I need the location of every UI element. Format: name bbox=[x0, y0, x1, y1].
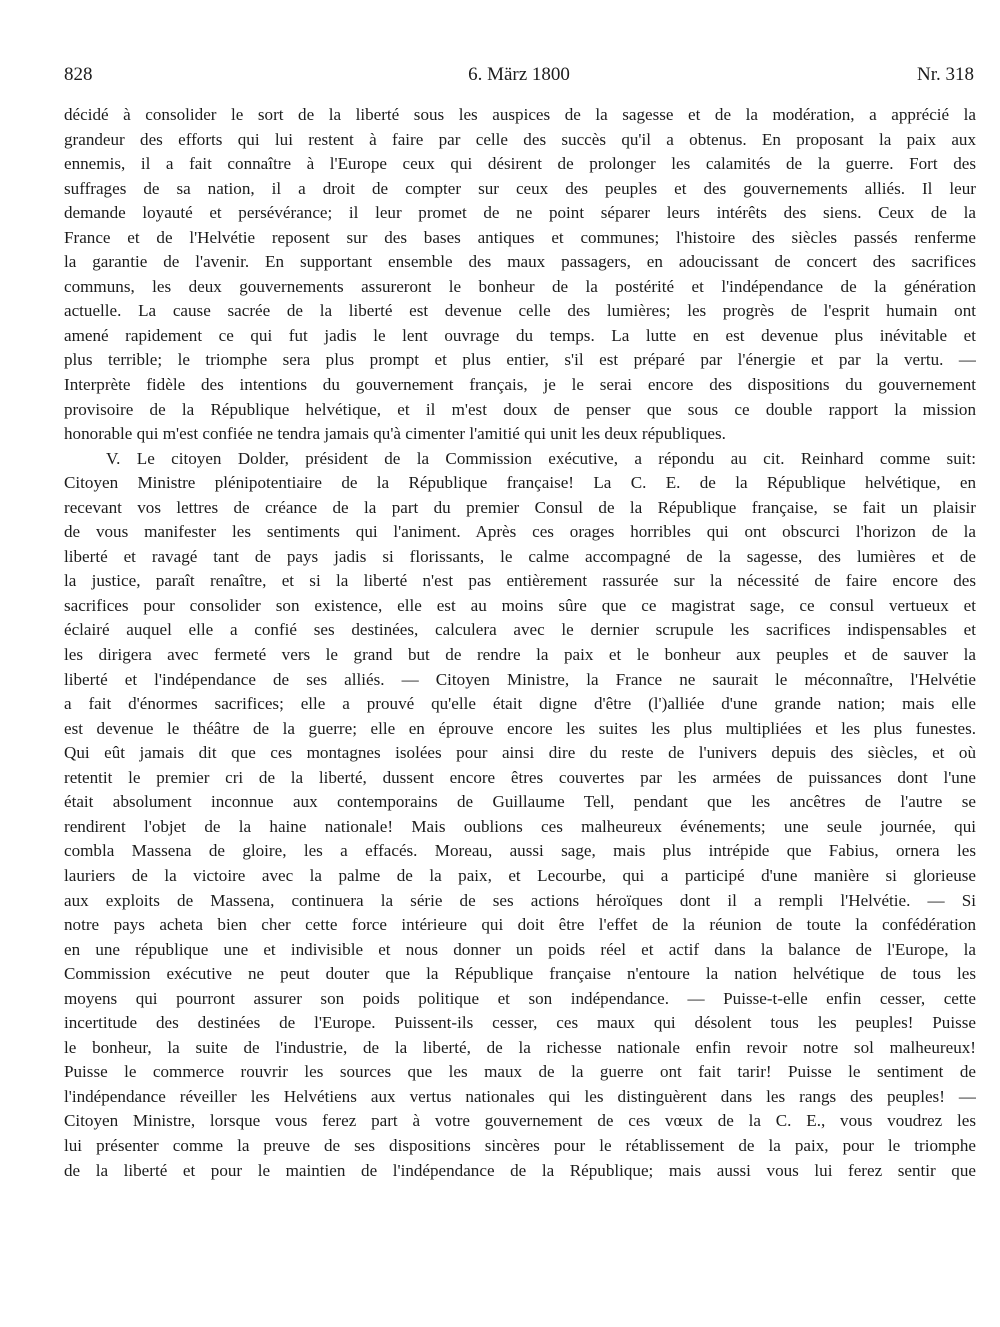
page-number: 828 bbox=[64, 64, 93, 85]
text-line: en une république une et indivisible et nous donner un poids réel et actif dans la balance de l'Europe, la bbox=[64, 939, 976, 959]
text-line: Citoyen Ministre plénipotentiaire de la République française! La C. E. de la République helvétique, en bbox=[64, 473, 976, 493]
text-line: plus terrible; le triomphe sera plus prompt et plus entier, s'il est préparé par l'énergie et par la vertu. — bbox=[64, 350, 976, 370]
text-line: notre pays acheta bien cher cette force intérieure qui doit être l'effet de la réunion de toute la confédération bbox=[64, 915, 976, 935]
text-line: lui présenter comme la preuve de ses dispositions sincères pour le rétablissement de la paix, pour le triomphe bbox=[64, 1135, 976, 1155]
text-line: a fait d'énormes sacrifices; elle a prouvé qu'elle était digne d'être (l')alliée d'une grande nation; mais elle bbox=[64, 694, 976, 714]
text-line: amené rapidement ce qui fut jadis le lent ouvrage du temps. La lutte en est devenue plus inévitable et bbox=[64, 325, 976, 345]
text-line: décidé à consolider le sort de la liberté sous les auspices de la sagesse et de la modération, a apprécié la bbox=[64, 105, 976, 124]
text-line: Qui eût jamais dit que ces montagnes isolées pour ainsi dire du reste de l'univers depuis des siècles, et où bbox=[64, 743, 976, 763]
text-line: était absolument inconnue aux contemporains de Guillaume Tell, pendant que les ancêtres de l'autre se bbox=[64, 792, 976, 812]
text-line: Puisse le commerce rouvrir les sources que les maux de la guerre ont fait tarir! Puisse le sentiment de bbox=[64, 1062, 976, 1082]
text-line: rendirent l'objet de la haine nationale! Mais oublions ces malheureux événements; une seule journée, qui bbox=[64, 816, 976, 836]
header-date: 6. März 1800 bbox=[468, 64, 570, 85]
text-line: la justice, paraît renaître, et si la liberté n'est pas entièrement rassurée sur la nécessité de faire encore des bbox=[64, 571, 976, 591]
text-line: l'indépendance réveiller les Helvétiens aux vertus nationales qui les distinguèrent dans les rangs des peuples! — bbox=[64, 1086, 976, 1106]
text-line: honorable qui m'est confiée ne tendra jamais qu'à cimenter l'amitié qui unit les deux républiques. bbox=[64, 424, 726, 444]
text-line: grandeur des efforts qui lui restent à faire par celle des succès qu'il a obtenus. En proposant la paix aux bbox=[64, 129, 976, 149]
text-line: suffrages de sa nation, il a droit de compter sur ceux des peuples et des gouvernements alliés. Il leur bbox=[64, 178, 976, 198]
text-line: provisoire de la République helvétique, et il m'est doux de penser que sous ce double rapport la mission bbox=[64, 399, 976, 419]
text-line: Commission exécutive ne peut douter que la République française n'entoure la nation helvétique de tous les bbox=[64, 964, 976, 984]
running-header bbox=[64, 64, 974, 92]
text-line: est devenue le théâtre de la guerre; elle en éprouve encore les suites les plus multipliées et les plus funestes. bbox=[64, 718, 976, 738]
text-line: recevant vos lettres de créance de la part du premier Consul de la République française, se fait un plaisir bbox=[64, 497, 976, 517]
text-line: de vous manifester les sentiments qui l'animent. Après ces orages horribles qui ont obscurci l'horizon de la bbox=[64, 522, 976, 542]
text-line: liberté et ravagé tant de pays jadis si florissants, le calme accompagné de la sagesse, des lumières et de bbox=[64, 546, 976, 566]
text-line: V. Le citoyen Dolder, président de la Commission exécutive, a répondu au cit. Reinhard comme suit: bbox=[106, 448, 976, 468]
text-line: sacrifices pour consolider son existence, elle est au moins sûre que ce magistrat sage, ce consul vertueux et bbox=[64, 595, 976, 615]
text-line: Citoyen Ministre, lorsque vous ferez part à votre gouvernement de ces vœux de la C. E., vous voudrez les bbox=[64, 1111, 976, 1131]
text-line: aux exploits de Massena, continuera la série de ses actions héroïques dont il a rempli l'Helvétie. — Si bbox=[64, 890, 976, 910]
body-text bbox=[64, 103, 976, 1183]
text-line: liberté et l'indépendance de ses alliés. — Citoyen Ministre, la France ne saurait le méconnaître, l'Helvétie bbox=[64, 669, 976, 689]
text-line: ennemis, il a fait connaître à l'Europe ceux qui désirent de prolonger les calamités de la guerre. Fort des bbox=[64, 154, 976, 174]
text-line: de la liberté et pour le maintien de l'indépendance de la République; mais aussi vous lui ferez sentir que bbox=[64, 1160, 976, 1180]
text-line: éclairé auquel elle a confié ses destinées, calculera avec le dernier scrupule les sacrifices indispensables et bbox=[64, 620, 976, 640]
text-line: communs, les deux gouvernements assureront le bonheur de la postérité et l'indépendance de la génération bbox=[64, 276, 976, 296]
text-line: retentit le premier cri de la liberté, dussent encore êtres couvertes par les armées de puissances dont l'une bbox=[64, 767, 976, 787]
text-line: la garantie de l'avenir. En supportant ensemble des maux passagers, en adoucissant de concert des sacrifices bbox=[64, 252, 976, 272]
text-line: France et de l'Helvétie reposent sur des bases antiques et communes; l'histoire des siècles passés renferme bbox=[64, 227, 976, 247]
text-line: Interprète fidèle des intentions du gouvernement français, je le serai encore des dispositions du gouvernement bbox=[64, 375, 976, 395]
text-line: les dirigera avec fermeté vers le grand but de rendre la paix et le bonheur aux peuples et de sauver la bbox=[64, 645, 976, 665]
text-line: incertitude des destinées de l'Europe. Puissent-ils cesser, ces maux qui désolent tous les peuples! Puisse bbox=[64, 1013, 976, 1033]
text-line: lauriers de la victoire avec la palme de la paix, et Lecourbe, qui a participé d'une manière si glorieuse bbox=[64, 865, 976, 885]
text-line: demande loyauté et persévérance; il leur promet de ne point séparer leurs intérêts des siens. Ceux de la bbox=[64, 203, 976, 223]
document-number: Nr. 318 bbox=[917, 64, 974, 85]
text-line: actuelle. La cause sacrée de la liberté est devenue celle des lumières; les progrès de l'esprit humain ont bbox=[64, 301, 976, 321]
text-line: combla Massena de gloire, les a effacés. Moreau, aussi sage, mais plus intrépide que Fabius, ornera les bbox=[64, 841, 976, 861]
text-line: moyens qui pourront assurer son poids politique et son indépendance. — Puisse-t-elle enfin cesser, cette bbox=[64, 988, 976, 1008]
text-line: le bonheur, la suite de l'industrie, de la liberté, de la richesse nationale enfin revoir notre sol malheureux! bbox=[64, 1037, 976, 1057]
